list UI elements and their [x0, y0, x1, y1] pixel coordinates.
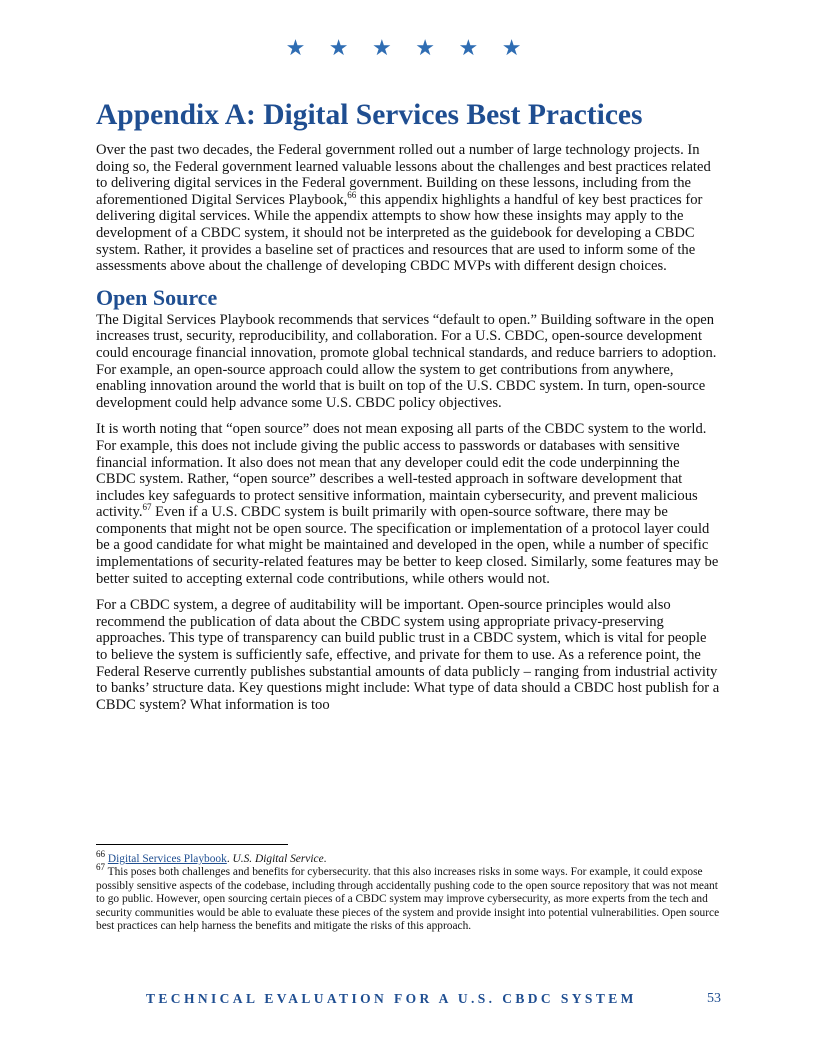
header-stars-decoration: ★ ★ ★ ★ ★ ★	[285, 35, 531, 60]
footnote-66	[96, 849, 722, 866]
footnotes	[96, 849, 722, 933]
footnote-66-number: 66	[96, 849, 105, 860]
footnote-divider	[96, 844, 288, 845]
open-source-p2-part2: Even if a U.S. CBDC system is built primarily with open-source software, there may be components that might not be open source. The specification or implementation of a protocol layer could be a good candidate for what might be maintained and developed in the open, while a number of specific implementations of security-related features may be better to keep closed. Similarly, some features may be better suited to accepting external code contributions, while others would not.	[96, 504, 719, 587]
open-source-paragraph-2	[96, 421, 721, 587]
footnote-ref-66[interactable]: 66	[347, 189, 357, 200]
open-source-paragraph-1: The Digital Services Playbook recommends that services “default to open.” Building software in the open increases trust, security, reproducibility, and collaboration. For a U.S. CBDC, open-source development could encourage financial innovation, promote global technical standards, and reduce barriers to adoption. For example, an open-source approach could allow the system to get contributions from anywhere, enabling innovation around the world that is built on top of the U.S. CBDC system. In turn, open-source development could help advance some U.S. CBDC policy objectives.	[96, 311, 717, 411]
digital-services-playbook-link[interactable]: Digital Services Playbook	[107, 853, 227, 865]
footer-title: TECHNICAL EVALUATION FOR A U.S. CBDC SYSTEM	[146, 991, 637, 1006]
intro-text-part1: Over the past two decades, the Federal government rolled out a number of large technology projects. In doing so, the Federal government learned valuable lessons about the challenges and best practices related to delivering digital services in the Federal government. Building on these lessons, including from the aforementioned Digital Services Playbook,	[96, 142, 711, 208]
main-content	[96, 97, 721, 723]
page-footer	[96, 991, 721, 1011]
footnote-67-text: This poses both challenges and benefits for cybersecurity. that this also increases risks in some ways. For example, it could expose possibly sensitive aspects of the codebase, including through accidentally pushing code to the open source repository that was not meant to go public. However, open sourcing certain pieces of a CBDC system may improve cybersecurity, as more experts from the tech and security communities would be able to evaluate these pieces of the system and provide insight into potential vulnerabilities. Open source best practices can help harness the benefits and mitigate the risks of this approach.	[96, 866, 720, 933]
appendix-title: Appendix A: Digital Services Best Practices	[96, 99, 643, 131]
footnote-67	[96, 862, 722, 933]
open-source-paragraph-3: For a CBDC system, a degree of auditability will be important. Open-source principles would also recommend the publication of data about the CBDC system using appropriate privacy-preserving approaches. This type of transparency can build public trust in a CBDC system, which is vital for people to believe the system is sufficiently safe, effective, and private for them to use. As a reference point, the Federal Reserve currently publishes substantial amounts of data publicly – ranging from industrial activity to banks’ structure data. Key questions might include: What type of data should a CBDC host publish for a CBDC system? What information is too	[96, 597, 720, 713]
intro-paragraph	[96, 142, 721, 275]
footnote-67-number: 67	[96, 862, 105, 873]
footnote-66-separator: .	[226, 853, 233, 865]
footnote-ref-67[interactable]: 67	[142, 502, 152, 513]
intro-text-part2: this appendix highlights a handful of key best practices for delivering digital services. While the appendix attempts to show how these insights may apply to the development of a CBDC system, it should not be interpreted as the guidebook for developing a CBDC system. Rather, it provides a baseline set of practices and resources that are used to inform some of the assessments above about the challenge of developing CBDC MVPs with different design choices.	[96, 191, 703, 275]
footnote-66-end: .	[323, 853, 327, 865]
open-source-p2-part1: It is worth noting that “open source” does not mean exposing all parts of the CBDC system to the world. For example, this does not include giving the public access to passwords or databases with sensitive financial information. It also does not mean that any developer could edit the code underpinning the CBDC system. Rather, “open source” describes a well-tested approach in software development that includes key safeguards to protect sensitive information, maintain cybersecurity, and prevent malicious activity.	[96, 421, 707, 521]
page-number: 53	[707, 991, 721, 1006]
footnote-66-source: U.S. Digital Service	[232, 853, 324, 865]
open-source-heading: Open Source	[96, 284, 218, 310]
